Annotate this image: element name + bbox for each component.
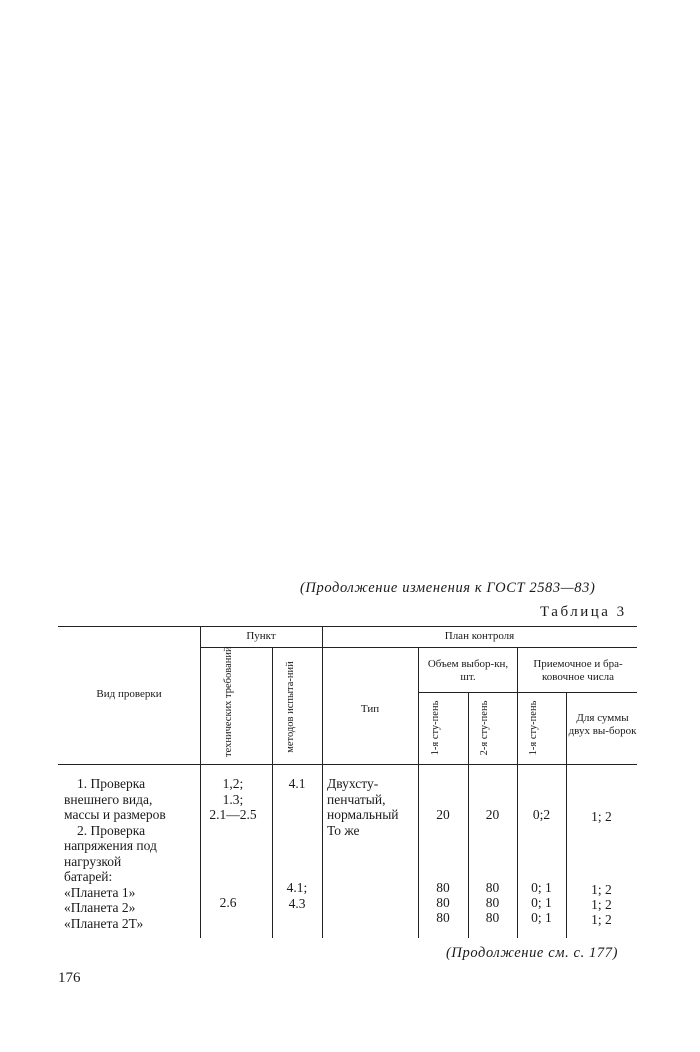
header-tech-requirements: технических требований xyxy=(223,646,234,757)
row1-stage2: 20 xyxy=(485,807,500,822)
planeta1-stage1: 80 xyxy=(436,880,450,895)
methods-cell-1: 4.1 xyxy=(288,776,306,791)
type-cell: Двухсту- пенчатый, нормальный То же xyxy=(327,776,399,838)
planeta2-stage2: 80 xyxy=(485,895,500,910)
header-stage1-volume: 1-я сту-пень xyxy=(430,700,441,756)
planeta2-stage1: 80 xyxy=(436,895,450,910)
continuation-note-top: (Продолжение изменения к ГОСТ 2583—83) xyxy=(300,580,596,596)
planeta2-sum: 1; 2 xyxy=(591,897,612,912)
header-bottom-rule xyxy=(58,764,637,765)
table-top-rule xyxy=(58,626,637,627)
header-inspection-type: Вид проверки xyxy=(96,688,162,700)
planeta2-acceptance: 0; 1 xyxy=(531,895,552,910)
table-title: Таблица 3 xyxy=(540,604,627,620)
planeta2t-stage1: 80 xyxy=(436,910,450,925)
header-type: Тип xyxy=(360,703,380,715)
header-control-plan: План контроля xyxy=(444,630,515,642)
row1-stage1: 20 xyxy=(436,807,450,822)
page-number: 176 xyxy=(58,970,81,986)
header-sample-volume: Объем выбор-кн, шт. xyxy=(427,658,509,683)
row1-sum: 1; 2 xyxy=(591,809,612,824)
continuation-note-bottom: (Продолжение см. с. 177) xyxy=(446,945,618,961)
header-clause: Пункт xyxy=(246,630,276,642)
methods-cell-2: 4.1; 4.3 xyxy=(286,880,308,911)
header-test-methods: методов испыта-ний xyxy=(285,661,296,753)
planeta1-stage2: 80 xyxy=(485,880,500,895)
planeta1-sum: 1; 2 xyxy=(591,882,612,897)
header-acceptance-numbers: Приемочное и бра-ковочное числа xyxy=(533,658,623,683)
header-stage1-acceptance: 1-я сту-пень xyxy=(528,700,539,756)
header-stage2-volume: 2-я сту-пень xyxy=(479,700,490,756)
planeta2t-stage2: 80 xyxy=(485,910,500,925)
header-rule-2 xyxy=(418,692,637,693)
inspection-cell: 1. Проверка внешнего вида, массы и размеров 2. Проверка напряжения под нагрузкой батарей: «Планета 1» «Планета 2» «Планета 2Т» xyxy=(64,776,166,931)
planeta2t-acceptance: 0; 1 xyxy=(531,910,552,925)
tech-req-cell-1: 1,2; 1.3; 2.1—2.5 xyxy=(209,776,257,822)
col-rule-3 xyxy=(322,626,323,938)
planeta1-acceptance: 0; 1 xyxy=(531,880,552,895)
row1-acceptance: 0;2 xyxy=(532,807,551,822)
planeta2t-sum: 1; 2 xyxy=(591,912,612,927)
header-sum-two: Для суммы двух вы-борок xyxy=(568,712,637,737)
tech-req-cell-2: 2.6 xyxy=(219,895,237,910)
